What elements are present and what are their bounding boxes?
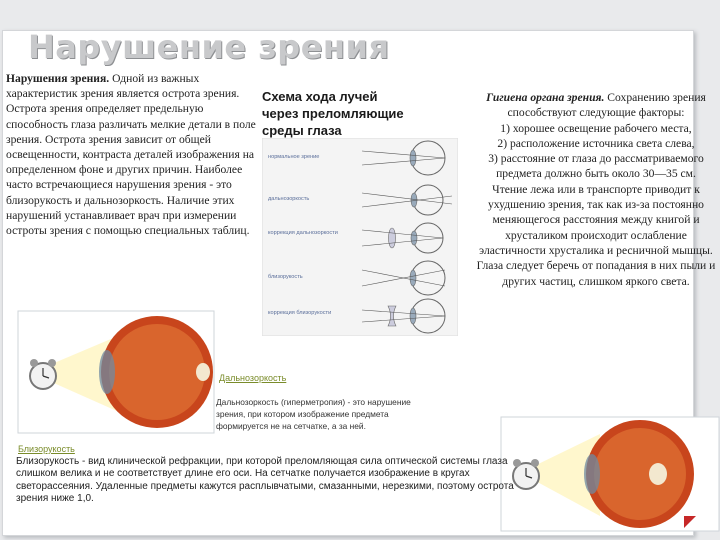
label-hyperopia-corr: коррекция дальнозоркости <box>268 230 338 236</box>
hyperopia-link[interactable]: Дальнозоркость <box>219 373 287 383</box>
hygiene-item-1: 1) хорошее освещение рабочего места, <box>500 121 692 135</box>
diagram-title-line2: через преломляющие <box>262 106 404 121</box>
diagram-title-line1: Схема хода лучей <box>262 89 378 104</box>
alarm-clock-icon <box>513 459 539 489</box>
hygiene-item-3: 3) расстояние от глаза до рассматриваемого предмета должно быть около 30—35 см. <box>488 152 704 181</box>
alarm-clock-icon <box>30 359 56 389</box>
diagram-title <box>262 88 404 139</box>
eye-hygiene-text <box>474 90 718 289</box>
label-myopia-corr: коррекция близорукости <box>268 310 332 316</box>
ray-path-diagram <box>262 138 458 336</box>
hyperopia-description: Дальнозоркость (гиперметропия) - это нарушение зрения, при котором изображение предмета формируется не на сетчатке, а за ней. <box>216 397 411 432</box>
eye-hygiene-intro: Сохранению зрения способствуют следующие факторы: <box>507 91 706 120</box>
hyperopia-eye-illustration <box>17 310 215 434</box>
hygiene-item-2: 2) расположение источника света слева, <box>497 136 695 150</box>
vision-disorders-text <box>6 71 268 238</box>
vision-disorders-lead: Нарушения зрения. <box>6 72 110 85</box>
label-myopia: близорукость <box>268 274 303 280</box>
eye-hygiene-lead: Гигиена органа зрения. <box>486 91 605 104</box>
slide-corner-icon <box>682 514 698 530</box>
hygiene-body: Чтение лежа или в транспорте приводит к ухудшению зрения, так как из-за постоянно меняющегося расстояния между книгой и хрусталиком происходит ослабление эластичности хрусталика и ресничной мышцы. Глаза следует беречь от попадания в них пыли и других частиц, слишком яркого света. <box>476 182 716 288</box>
myopia-link[interactable]: Близорукость <box>18 444 75 454</box>
label-hyperopia: дальнозоркость <box>268 196 310 202</box>
vision-disorders-body: Одной из важных характеристик зрения является острота зрения. Острота зрения определяет предельную способность глаза различать мелкие детали в поле зрения. Острота зрения зависит от общей освещенности, контраста деталей изображения на определенном фоне и других причин. Наиболее часто встречающиеся нарушения зрения - это близорукость и дальнозоркость. Наличие этих нарушений устанавливает врач при измерении остроты зрения с помощью специальных таблиц. <box>6 72 256 238</box>
page-title: Нарушение зрения <box>28 28 390 66</box>
myopia-description: Близорукость - вид клинической рефракции, при которой преломляющая сила оптической системы глаза слишком велика и не соответствует длине его оси. На сетчатке получается изображение в кругах светорассеяния. Удаленные предметы кажутся расплывчатыми, смазанными, нерезкими, поэтому острота зрения ниже 1,0. <box>16 456 514 504</box>
diagram-title-line3: среды глаза <box>262 123 342 138</box>
label-normal: нормальное зрение <box>268 154 320 160</box>
